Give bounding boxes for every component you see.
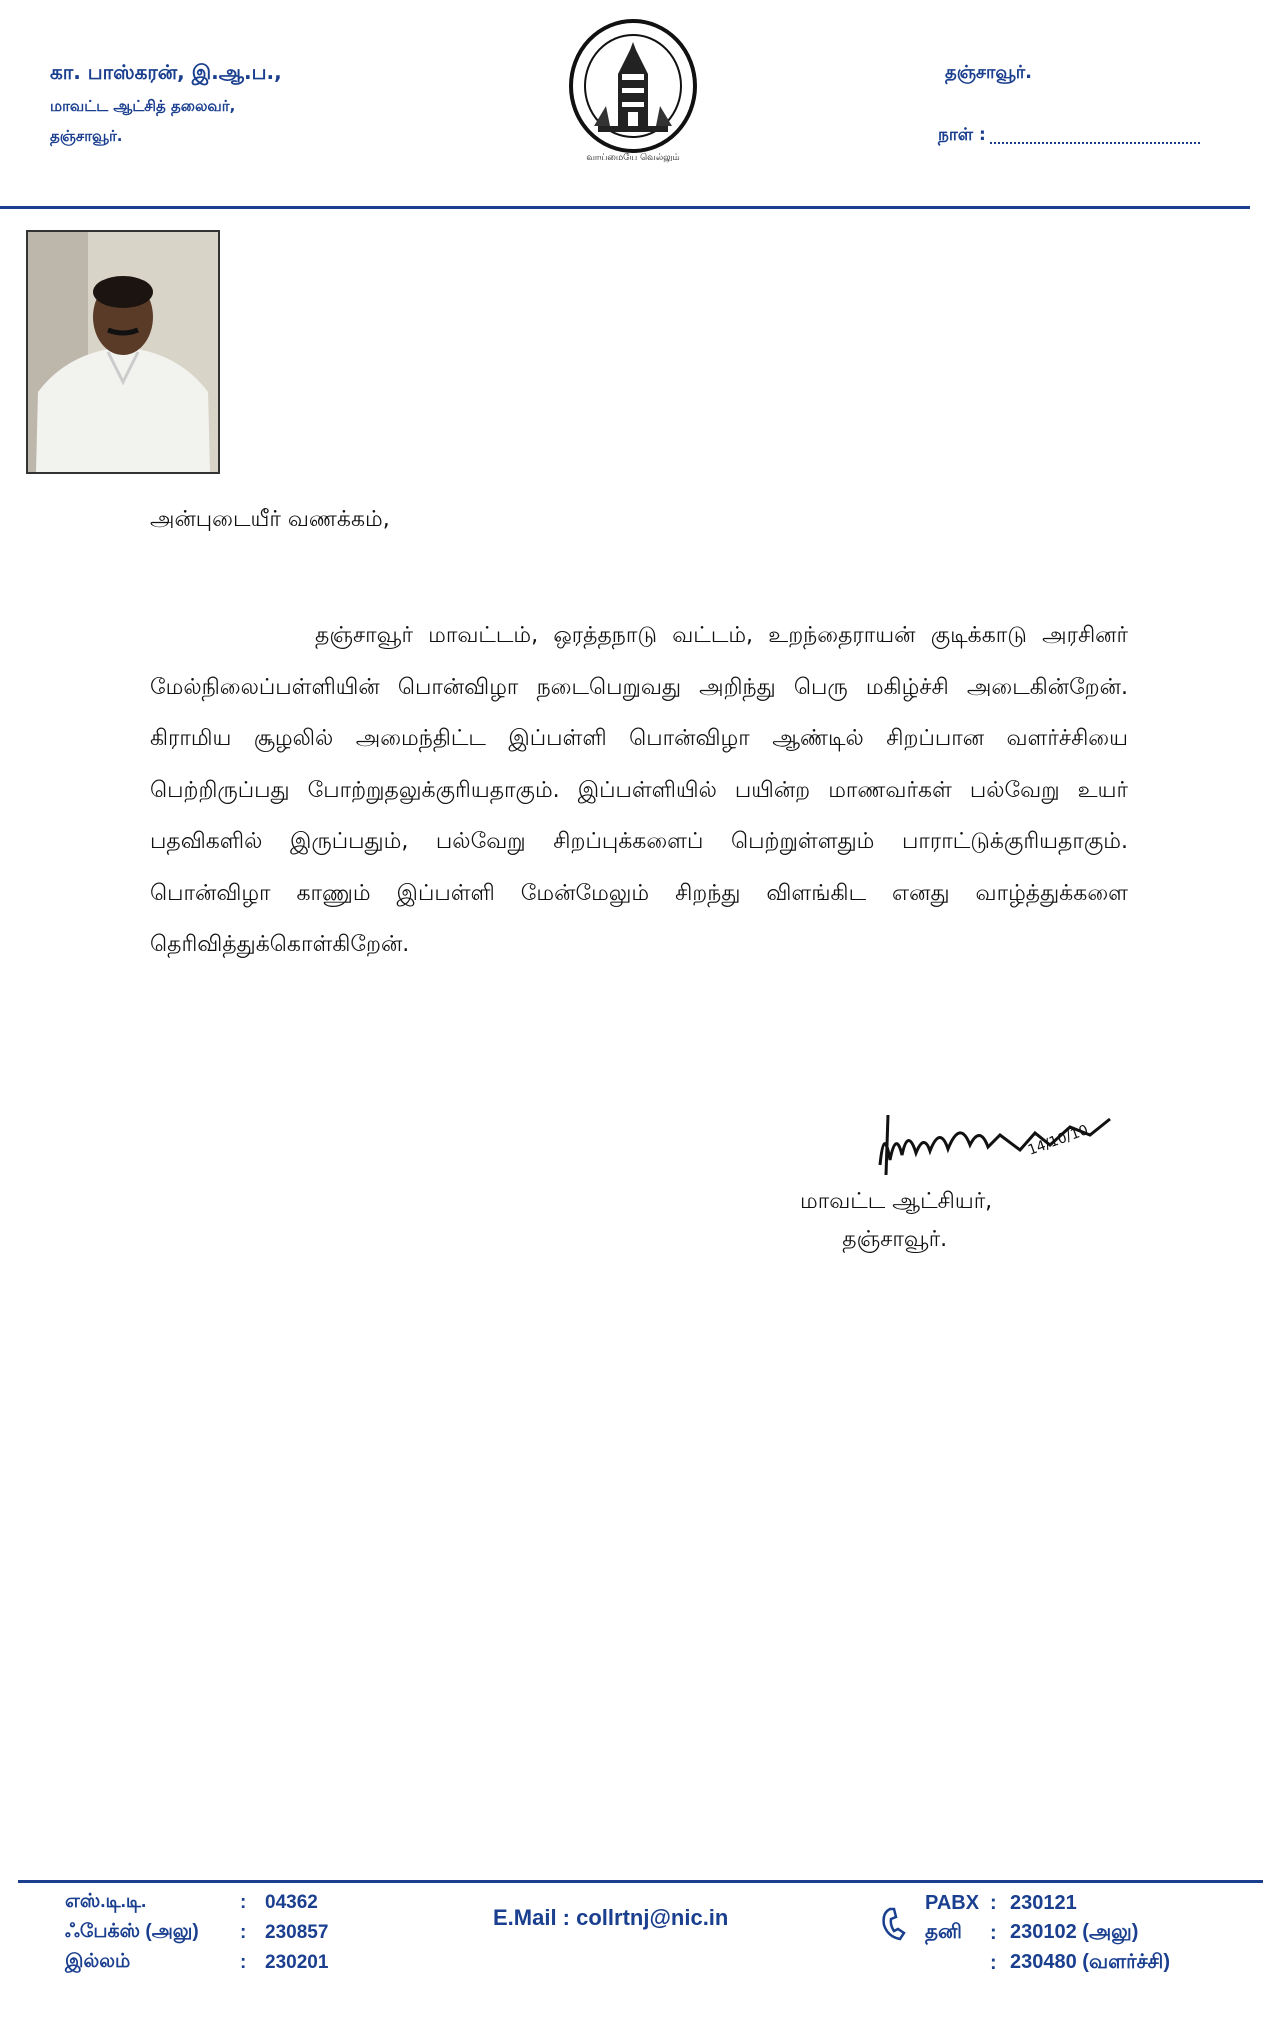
date-blank: [990, 128, 1200, 144]
date-field: [938, 125, 1200, 147]
footer-row: : 230480 (வளர்ச்சி): [990, 1950, 1170, 1974]
footer-row: தனி : 230102 (அலு): [925, 1920, 1139, 1944]
phone-icon: [880, 1905, 912, 1943]
footer-email[interactable]: E.Mail : collrtnj@nic.in: [493, 1905, 729, 1930]
designation-block: [800, 1183, 992, 1259]
letterhead-right-place: தஞ்சாவூர்.: [945, 62, 1032, 83]
footer-value: 230480 (வளர்ச்சி): [1010, 1950, 1170, 1973]
footer-label: ஃபேக்ஸ் (அலு): [65, 1921, 199, 1942]
date-label: நாள் :: [938, 125, 986, 145]
footer-value: 230857: [265, 1922, 329, 1943]
designation-title: மாவட்ட ஆட்சியர்,: [800, 1189, 993, 1214]
footer-label: PABX: [925, 1891, 980, 1914]
letterhead-left: [50, 60, 282, 147]
letter-body-text: தஞ்சாவூர் மாவட்டம், ஒரத்தநாடு வட்டம், உறந்தைராயன் குடிக்காடு அரசினர் மேல்நிலைப்பள்ளியின் பொன்விழா நடைபெறுவது அறிந்து பெரு மகிழ்ச்சி அடைகின்றேன். கிராமிய சூழலில் அமைந்திட்ட இப்பள்ளி பொன்விழா ஆண்டில் சிறப்பான வளர்ச்சியை பெற்றிருப்பது போற்றுதலுக்குரியதாகும். இப்பள்ளியில் பயின்ற மாணவர்கள் பல்வேறு உயர் பதவிகளில் இருப்பதும், பல்வேறு சிறப்புக்களைப் பெற்றுள்ளதும் பாராட்டுக்குரியதாகும். பொன்விழா காணும் இப்பள்ளி மேன்மேலும் சிறந்து விளங்கிட எனது வாழ்த்துக்களை தெரிவித்துக்கொள்கிறேன்.: [150, 623, 1128, 957]
footer-value: 230102 (அலு): [1010, 1920, 1139, 1943]
footer-contacts-left: [65, 1888, 328, 1978]
tamilnadu-emblem-icon: [558, 14, 708, 164]
collector-name: கா. பாஸ்கரன், இ.ஆ.ப.,: [50, 60, 282, 84]
designation-place: தஞ்சாவூர்.: [842, 1227, 948, 1252]
collector-title: மாவட்ட ஆட்சித் தலைவர்,: [50, 97, 236, 115]
footer-contacts-right: [925, 1888, 1170, 1978]
footer-row: எஸ்.டி.டி. : 04362: [65, 1891, 318, 1913]
emblem-motto: வாய்மையே வெல்லும்: [586, 153, 680, 163]
letter-greeting: அன்புடையீர் வணக்கம்,: [150, 507, 390, 532]
footer-label: இல்லம்: [65, 1951, 131, 1972]
footer-value: 04362: [265, 1892, 318, 1913]
header-divider: [0, 206, 1250, 209]
footer-label: தனி: [925, 1920, 962, 1943]
footer-label: எஸ்.டி.டி.: [65, 1891, 147, 1912]
collector-place: தஞ்சாவூர்.: [50, 127, 123, 145]
footer-row: PABX : 230121: [925, 1891, 1077, 1914]
collector-photo: [26, 230, 220, 474]
letter-body: [150, 610, 1128, 971]
footer-row: ஃபேக்ஸ் (அலு) : 230857: [65, 1921, 329, 1943]
footer-value: 230201: [265, 1952, 329, 1973]
footer-divider: [18, 1880, 1263, 1883]
footer-value: 230121: [1010, 1891, 1077, 1914]
signature: [870, 1105, 1120, 1180]
footer-row: இல்லம் : 230201: [65, 1951, 329, 1973]
signature-date: 14/10/10: [1025, 1122, 1091, 1159]
